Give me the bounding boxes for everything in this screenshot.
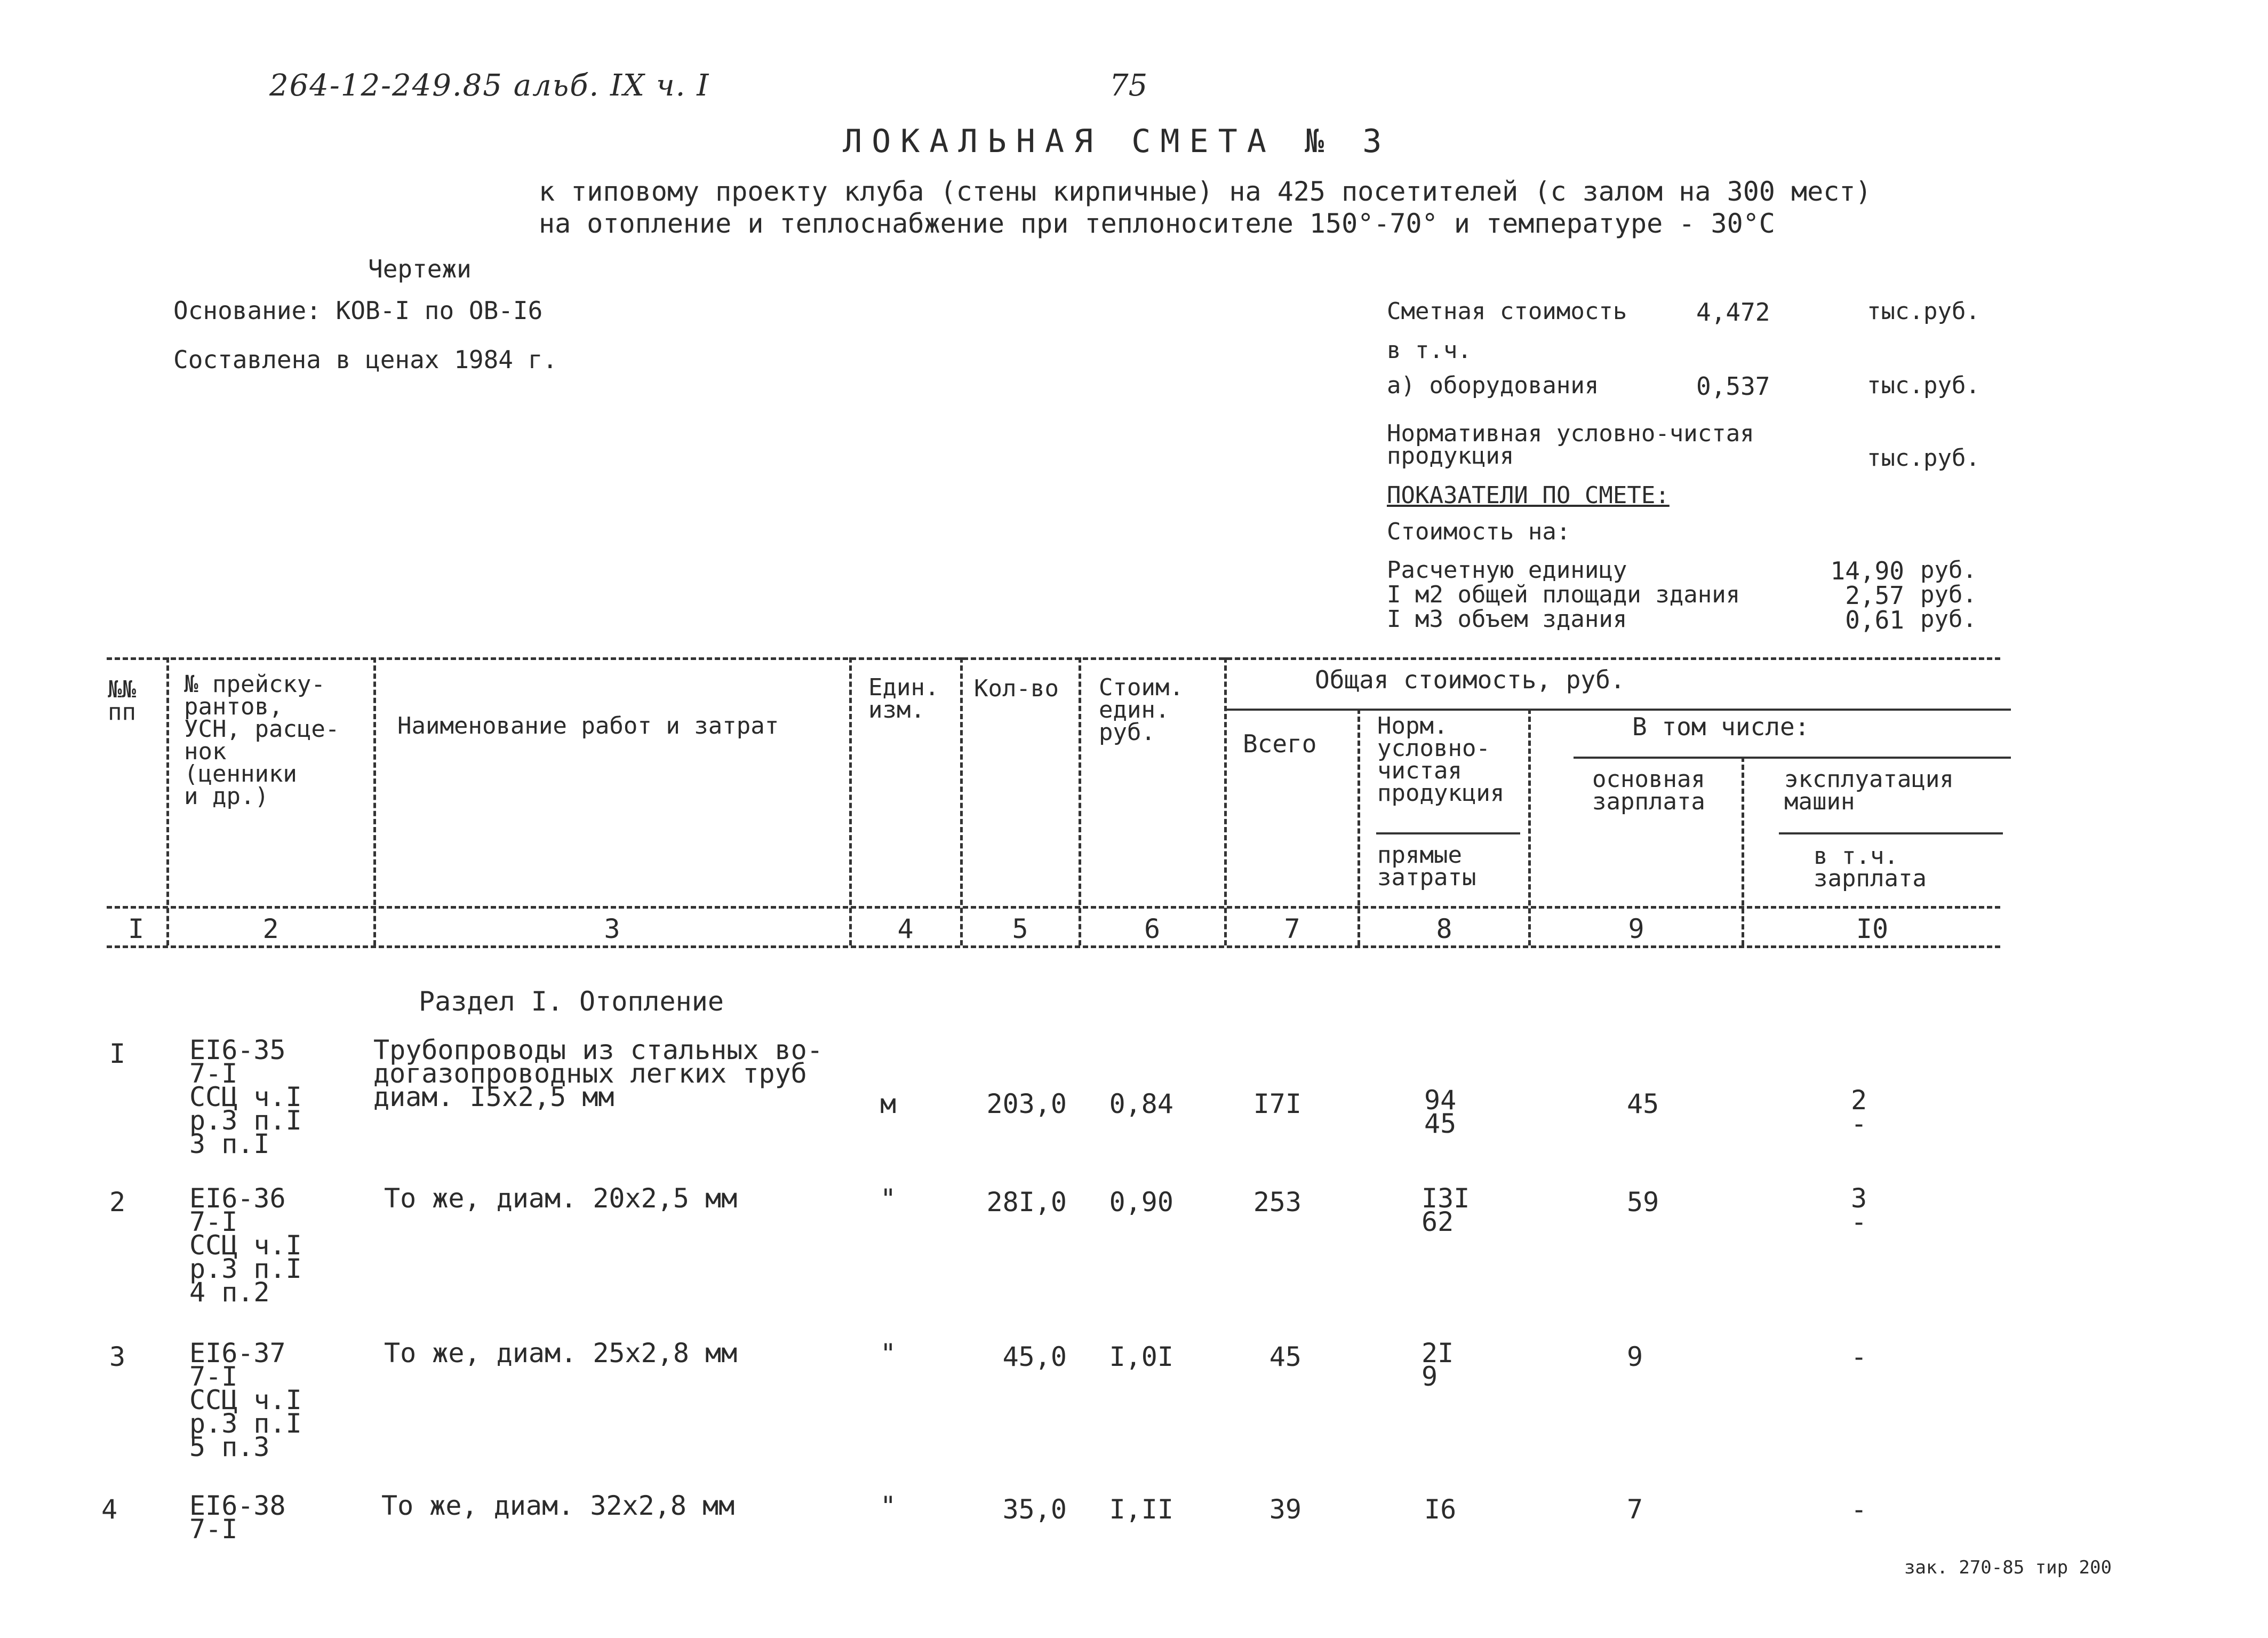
including-label: в т.ч. bbox=[1387, 337, 1472, 364]
column-number: I0 bbox=[1856, 913, 1889, 944]
header-normative-product: Норм. условно- чистая продукция bbox=[1377, 712, 1505, 807]
incl-group-rule bbox=[1574, 757, 2011, 759]
row-normative-product: 2I 9 bbox=[1422, 1338, 1454, 1392]
indicator-unit-currency: руб. bbox=[1920, 556, 1977, 584]
normative-product-label: Нормативная условно-чистая продукция bbox=[1387, 420, 1754, 470]
row-unit: м bbox=[880, 1088, 897, 1119]
indicator-unit-label: Расчетную единицу bbox=[1387, 556, 1627, 584]
row-work-name: То же, диам. 20х2,5 мм bbox=[384, 1183, 738, 1214]
header-machine-operation: эксплуатация машин bbox=[1784, 766, 1954, 815]
total-group-rule bbox=[1227, 709, 2011, 711]
row-unit-cost: 0,90 bbox=[1109, 1187, 1173, 1218]
column-number: 8 bbox=[1436, 913, 1452, 944]
row-total: 45 bbox=[1269, 1341, 1301, 1372]
column-number: 6 bbox=[1144, 913, 1161, 944]
cost-per-label: Стоимость на: bbox=[1387, 518, 1571, 545]
col-divider-5 bbox=[1079, 657, 1081, 945]
row-unit: " bbox=[880, 1338, 897, 1369]
header-including-group: В том числе: bbox=[1632, 712, 1810, 741]
row-unit-cost: 0,84 bbox=[1109, 1088, 1173, 1119]
row-price-code: ЕI6-37 7-I ССЦ ч.I р.3 п.I 5 п.3 bbox=[189, 1338, 302, 1462]
row-machine-operation: 2 - bbox=[1851, 1085, 1867, 1139]
norm-split-rule bbox=[1376, 832, 1520, 834]
row-normative-product: I3I 62 bbox=[1422, 1183, 1470, 1237]
row-machine-operation: - bbox=[1851, 1494, 1867, 1525]
header-unit-cost: Стоим. един. руб. bbox=[1099, 674, 1184, 746]
row-unit: " bbox=[880, 1491, 897, 1522]
indicator-area-value: 2,57 bbox=[1845, 581, 1904, 610]
row-normative-product: I6 bbox=[1424, 1494, 1457, 1525]
column-number: 4 bbox=[897, 913, 914, 944]
drawings-label: Чертежи bbox=[368, 255, 472, 283]
column-numbers-rule bbox=[107, 945, 2000, 948]
section-title: Раздел I. Отопление bbox=[419, 986, 724, 1017]
col-divider-6 bbox=[1224, 657, 1227, 945]
basis-text: Основание: КОВ-I по ОВ-I6 bbox=[173, 296, 543, 325]
row-number: I bbox=[109, 1038, 126, 1069]
row-total: I7I bbox=[1253, 1088, 1301, 1119]
header-quantity: Кол-во bbox=[974, 675, 1059, 702]
table-top-rule bbox=[107, 657, 2000, 660]
row-total: 39 bbox=[1269, 1494, 1301, 1525]
indicator-area-label: I м2 общей площади здания bbox=[1387, 581, 1740, 608]
indicator-area-currency: руб. bbox=[1920, 581, 1977, 608]
col-divider-4 bbox=[960, 657, 963, 945]
row-work-name: То же, диам. 32х2,8 мм bbox=[381, 1490, 735, 1521]
header-bottom-rule bbox=[107, 906, 2000, 909]
header-total-cost-group: Общая стоимость, руб. bbox=[1315, 665, 1625, 694]
indicator-volume-currency: руб. bbox=[1920, 606, 1977, 633]
row-base-salary: 59 bbox=[1627, 1187, 1659, 1218]
row-number: 3 bbox=[109, 1341, 126, 1372]
row-work-name: То же, диам. 25х2,8 мм bbox=[384, 1338, 738, 1369]
column-number: 2 bbox=[262, 913, 279, 944]
indicator-unit-value: 14,90 bbox=[1830, 556, 1904, 585]
row-quantity: 35,0 bbox=[1002, 1494, 1067, 1525]
mach-split-rule bbox=[1779, 832, 2003, 834]
prices-year-text: Составлена в ценах 1984 г. bbox=[173, 345, 558, 374]
estimate-cost-label: Сметная стоимость bbox=[1387, 298, 1627, 325]
header-base-salary: основная зарплата bbox=[1592, 766, 1705, 815]
estimate-cost-value: 4,472 bbox=[1696, 298, 1770, 327]
normative-product-unit: тыс.руб. bbox=[1867, 444, 1980, 472]
row-work-name: Трубопроводы из стальных во- догазопроводных легких труб диам. I5х2,5 мм bbox=[373, 1035, 823, 1112]
equipment-unit: тыс.руб. bbox=[1867, 372, 1980, 399]
column-number: I bbox=[127, 913, 145, 944]
row-unit: " bbox=[880, 1183, 897, 1214]
row-normative-product: 94 45 bbox=[1424, 1085, 1457, 1139]
row-price-code: ЕI6-38 7-I bbox=[189, 1490, 286, 1545]
print-order-stamp: зак. 270-85 тир 200 bbox=[1904, 1557, 2112, 1578]
column-number: 5 bbox=[1012, 913, 1028, 944]
column-number: 7 bbox=[1284, 913, 1300, 944]
col-divider-8 bbox=[1528, 709, 1531, 945]
indicators-heading: ПОКАЗАТЕЛИ ПО СМЕТЕ: bbox=[1387, 482, 1670, 509]
header-row-number: №№ пп bbox=[108, 676, 136, 726]
column-number: 3 bbox=[604, 913, 620, 944]
handwritten-reference: 264-12-249.85 альб. IX ч. I bbox=[269, 68, 710, 103]
equipment-value: 0,537 bbox=[1696, 372, 1770, 401]
row-quantity: 45,0 bbox=[1002, 1341, 1067, 1372]
row-unit-cost: I,II bbox=[1109, 1494, 1173, 1525]
header-incl-salary: в т.ч. зарплата bbox=[1814, 842, 1927, 892]
header-work-name: Наименование работ и затрат bbox=[397, 712, 779, 740]
row-quantity: 28I,0 bbox=[986, 1187, 1067, 1218]
row-price-code: ЕI6-35 7-I ССЦ ч.I р.3 п.I 3 п.I bbox=[189, 1035, 302, 1159]
row-total: 253 bbox=[1253, 1187, 1301, 1218]
row-unit-cost: I,0I bbox=[1109, 1341, 1173, 1372]
col-divider-3 bbox=[849, 657, 852, 945]
row-machine-operation: 3 - bbox=[1851, 1183, 1867, 1237]
row-base-salary: 7 bbox=[1627, 1494, 1643, 1525]
header-direct-costs: прямые затраты bbox=[1377, 841, 1476, 891]
indicator-volume-label: I м3 объем здания bbox=[1387, 606, 1627, 633]
indicator-volume-value: 0,61 bbox=[1845, 606, 1904, 634]
equipment-label: а) оборудования bbox=[1387, 372, 1599, 399]
header-total: Всего bbox=[1243, 729, 1317, 758]
row-quantity: 203,0 bbox=[986, 1088, 1067, 1119]
estimate-cost-unit: тыс.руб. bbox=[1867, 298, 1980, 325]
subtitle-line-2: на отопление и теплоснабжение при теплоносителе 150°-70° и температуре - 30°С bbox=[539, 208, 1775, 239]
row-base-salary: 45 bbox=[1627, 1088, 1659, 1119]
row-number: 4 bbox=[101, 1494, 118, 1525]
header-price-list: № прейску- рантов, УСН, расце- нок (ценники и др.) bbox=[184, 671, 340, 810]
row-number: 2 bbox=[109, 1187, 126, 1218]
subtitle-line-1: к типовому проекту клуба (стены кирпичные) на 425 посетителей (с залом на 300 мест) bbox=[539, 176, 1872, 207]
col-divider-7 bbox=[1357, 709, 1360, 945]
row-machine-operation: - bbox=[1851, 1341, 1867, 1372]
column-number: 9 bbox=[1628, 913, 1644, 944]
row-base-salary: 9 bbox=[1627, 1341, 1643, 1372]
col-divider-1 bbox=[166, 657, 169, 945]
row-price-code: ЕI6-36 7-I ССЦ ч.I р.3 п.I 4 п.2 bbox=[189, 1183, 302, 1308]
header-unit: Един. изм. bbox=[868, 674, 939, 723]
page-number: 75 bbox=[1109, 68, 1148, 103]
document-title: ЛОКАЛЬНАЯ СМЕТА № 3 bbox=[843, 123, 1392, 160]
col-divider-2 bbox=[373, 657, 376, 945]
